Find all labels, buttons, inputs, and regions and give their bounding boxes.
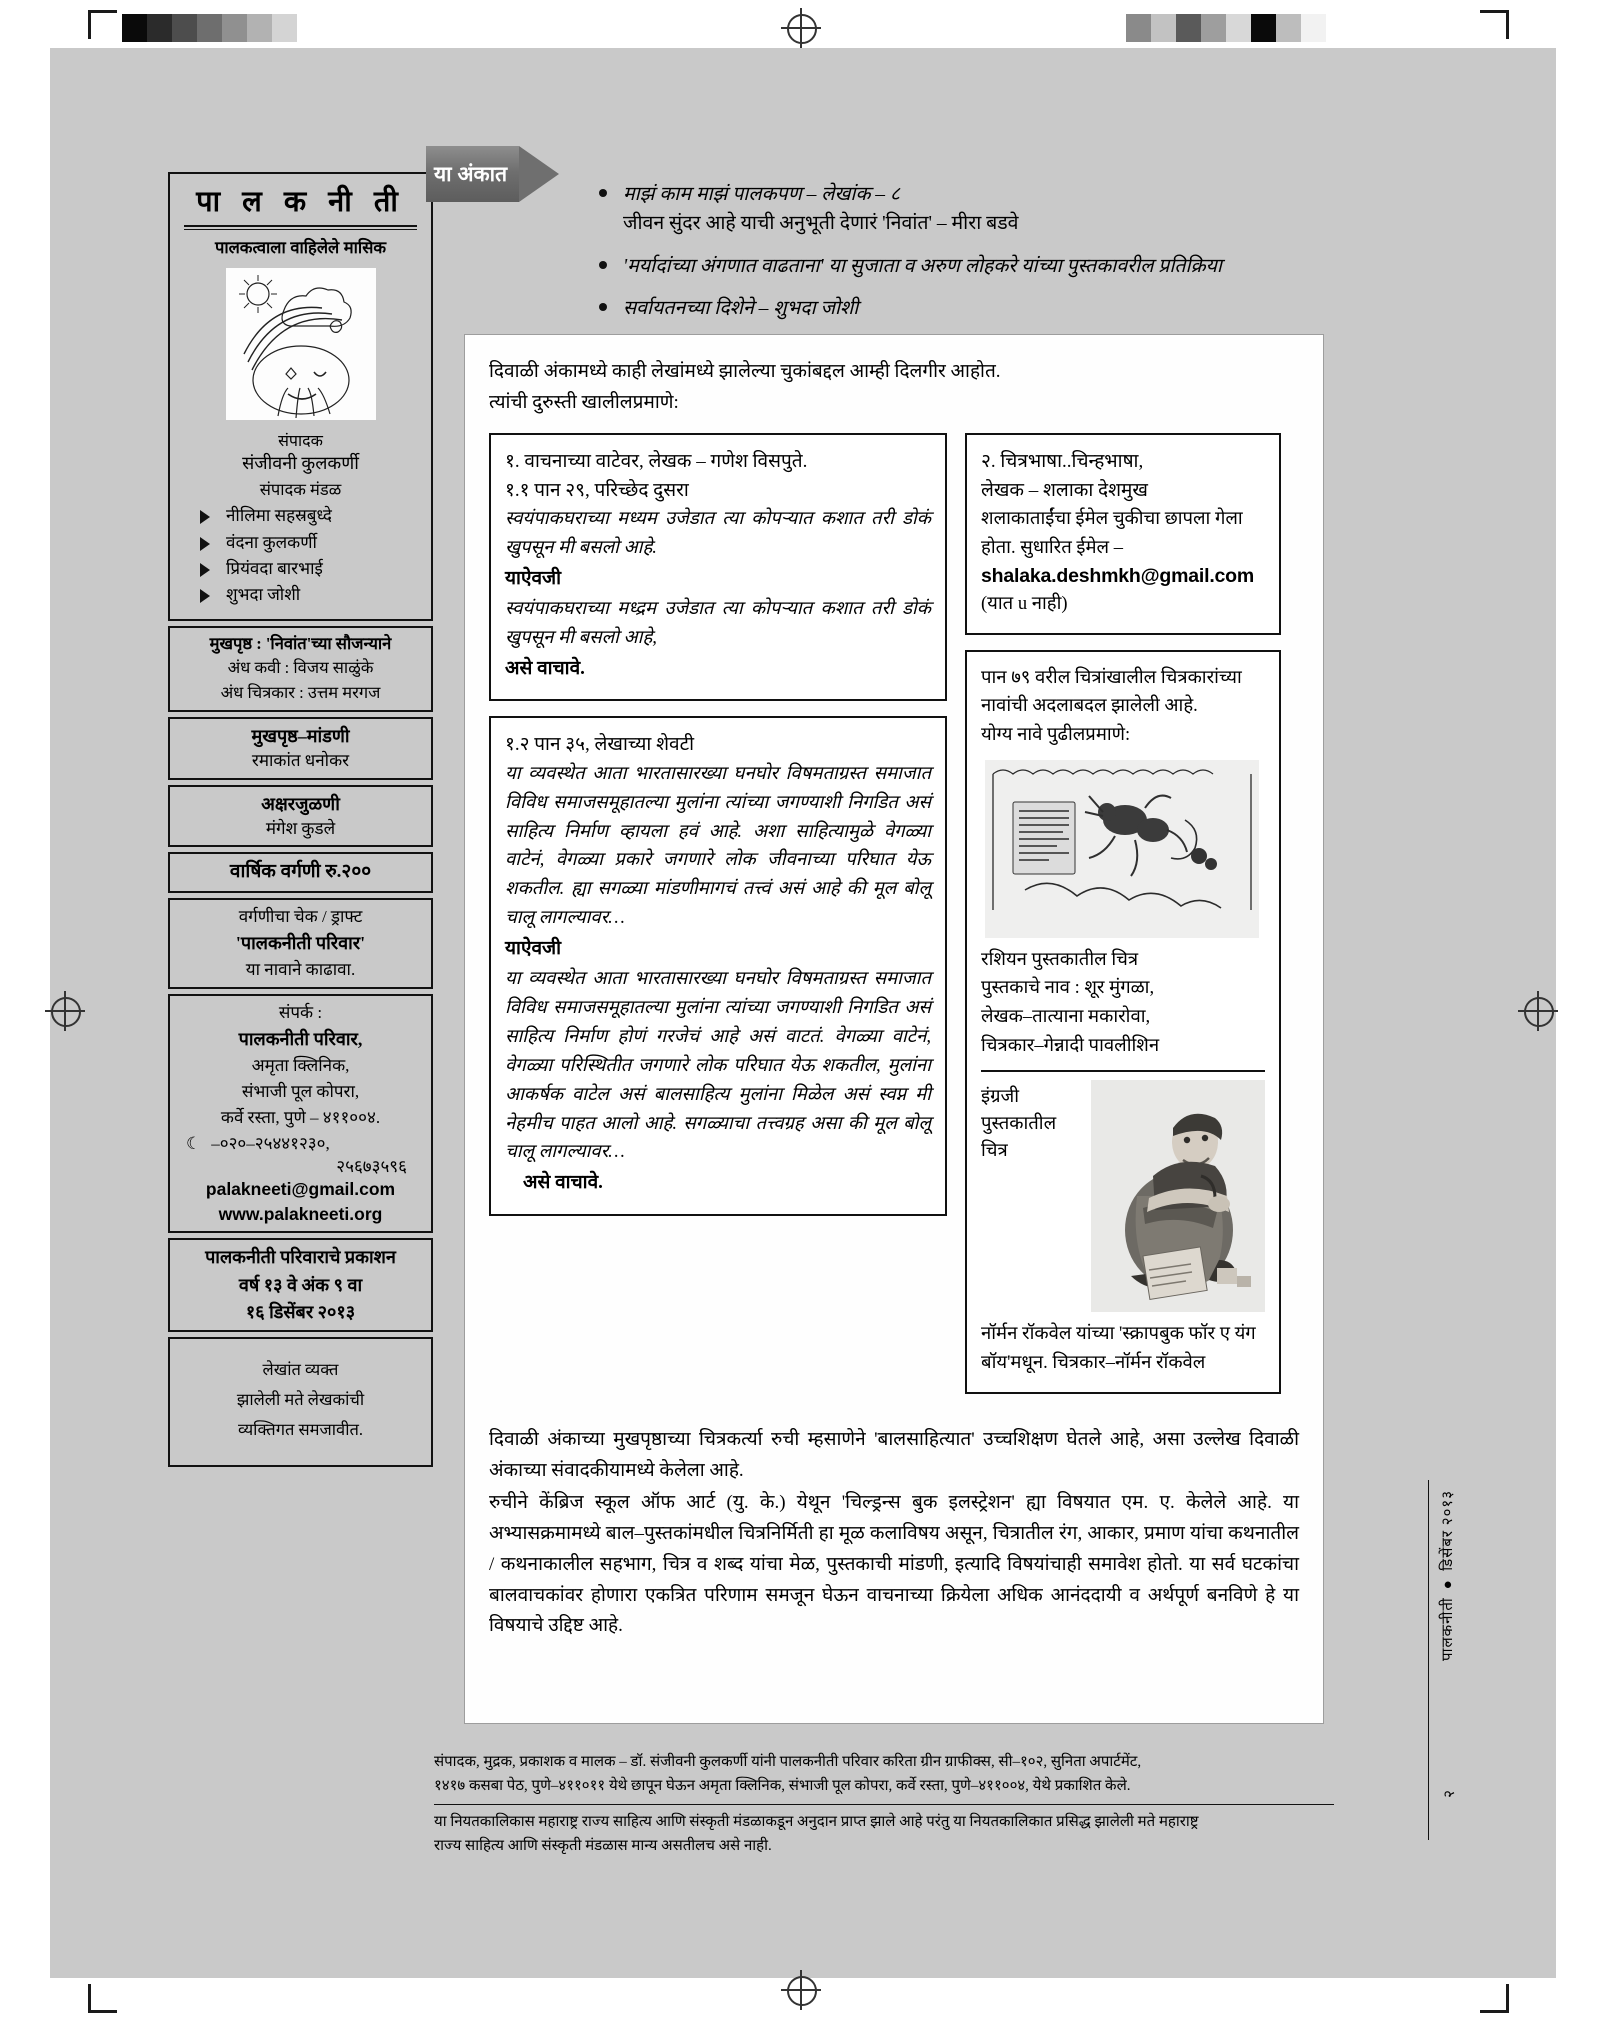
rockwell-illustration-image <box>1091 1080 1265 1312</box>
typesetting-name: मंगेश कुडले <box>265 818 336 838</box>
correction-1-title: १. वाचनाच्या वाटेवर, लेखक – गणेश विसपुते. <box>505 450 808 472</box>
english-label-line-3: चित्र <box>981 1141 1008 1162</box>
illustration-credits-box <box>965 650 1281 1394</box>
cover-design-name: रमाकांत धनोकर <box>251 751 350 771</box>
russian-illustration-art <box>985 760 1259 938</box>
correction-box-1 <box>489 433 947 702</box>
banner-label: या अंकात <box>426 146 519 202</box>
list-item <box>196 582 423 608</box>
page-number: २ <box>1442 1790 1458 1798</box>
russian-caption-line-3: लेखक–तात्याना मकारोवा, <box>981 1007 1151 1028</box>
disclaimer-line-2: झालेली मते लेखकांची <box>236 1390 365 1410</box>
editorial-board-list <box>178 503 423 608</box>
imprint-line-4: राज्य साहित्य आणि संस्कृती मंडळास मान्य असतीलच असे नाही. <box>434 1837 772 1854</box>
corrections-panel <box>464 334 1324 1724</box>
correction-2-corrected-text: या व्यवस्थेत आता भारतासारख्या घनघोर विषमताग्रस्त समाजात विविध समाजसमूहातल्या मुलांना त्यांच्या जगण्याशी निगडित असं साहित्य निर्माण होणं गरजेचं आहे असं वाटतं. वेगळ्या वाटेनं, वेगळ्या परिस्थितीत जगणारे लोक परिघात येऊ शकतील, मुलांना आकर्षक वाटेल असं बालसाहित्य मुलांना मिळेल असं स्वप्न मी नेहमीच पाहत आलो आहे. सगळ्याचा तत्त्वग्रह असा की मूल बोलू चालू लागल्यावर… <box>505 969 931 1163</box>
annual-subscription: वार्षिक वर्गणी रु.२०० <box>229 861 372 883</box>
blind-painter-credit: अंध चित्रकार : उत्तम मरगज <box>220 683 381 703</box>
imprint-divider <box>434 1804 1334 1805</box>
cover-design-label: मुखपृष्ठ–मांडणी <box>251 725 350 746</box>
russian-caption-line-1: रशियन पुस्तकातील चित्र <box>981 949 1139 970</box>
corrections-left-column <box>489 433 947 1409</box>
editor-name: संजीवनी कुलकर्णी <box>242 453 359 474</box>
imprint-line-1: संपादक, मुद्रक, प्रकाशक व मालक – डॉ. संजीवनी कुलकर्णी यांनी पालकनीती परिवार करिता ग्रीन ग्राफीक्स, सी–१०२, सुनिता अपार्टमेंट, <box>434 1754 1142 1770</box>
disclaimer-line-3: व्यक्तिगत समजावीत. <box>237 1419 364 1439</box>
bullet-icon <box>599 189 607 197</box>
illustration-note-line-2: नावांची अदलाबदल झालेली आहे. <box>981 696 1198 717</box>
list-item[interactable] <box>597 252 1317 281</box>
russian-book-illustration-image <box>985 760 1259 938</box>
arrow-right-icon <box>519 146 559 202</box>
imprint-line-3: या नियतकालिकास महाराष्ट्र राज्य साहित्य आणि संस्कृती मंडळाकडून अनुदान प्राप्त झाले आहे परंतु या नियतकालिकात प्रसिद्ध झालेली मते महाराष्ट्र <box>434 1813 1199 1830</box>
contact-label: संपर्क : <box>278 1002 323 1022</box>
sun-cloud-rainbow-tree-icon <box>226 268 376 420</box>
correction-box-2 <box>489 716 947 1215</box>
contact-address-1: अमृता क्लिनिक, <box>251 1056 350 1076</box>
title-rule-bottom <box>184 229 417 230</box>
contact-organisation: पालकनीती परिवार, <box>238 1028 363 1049</box>
correction-3-body-line-1: शलाकाताईंचा ईमेल चुकीचा छापला गेला <box>981 509 1243 530</box>
corrected-email-address[interactable]: shalaka.deshmkh@gmail.com <box>981 564 1255 587</box>
cheque-line-1: वर्गणीचा चेक / ड्राफ्ट <box>238 906 363 926</box>
triangle-bullet-icon <box>200 589 210 603</box>
issue-contents-banner <box>426 146 559 202</box>
corrections-intro-line-1: दिवाळी अंकामध्ये काही लेखांमध्ये झालेल्या चुकांबद्दल आम्ही दिलगीर आहोत. <box>489 361 1001 382</box>
board-member-name: नीलिमा सहस्रबुध्दे <box>226 506 332 526</box>
contact-box <box>168 994 433 1233</box>
bullet-icon <box>599 261 607 269</box>
phone-number-1: –०२०–२५४४१२३०, <box>211 1133 330 1153</box>
correction-3-title: २. चित्रभाषा..चिन्हभाषा, <box>981 450 1144 472</box>
toc-entry-subtitle: जीवन सुंदर आहे याची अनुभूती देणारं 'निवांत' – मीरा बडवे <box>623 213 1019 235</box>
phone-row <box>176 1131 425 1154</box>
closing-paragraphs <box>489 1425 1299 1642</box>
triangle-bullet-icon <box>200 510 210 524</box>
imprint-line-2: १४१७ कसबा पेठ, पुणे–४११०११ येथे छापून घेऊन अमृता क्लिनिक, संभाजी पूल कोपरा, कर्वे रस्ता, पुणे–४११००४, येथे प्रकाशित केले. <box>434 1778 1131 1795</box>
english-illustration-label <box>981 1080 1085 1164</box>
corrections-columns <box>489 433 1299 1409</box>
correction-2-read-label: असे वाचावे. <box>523 1172 603 1194</box>
bullet-icon <box>599 303 607 311</box>
list-item <box>196 530 423 556</box>
correction-1-corrected-text: स्वयंपाकघराच्या मध्द्रम उजेडात त्या कोपऱ्यात कशात तरी डोकं खुपसून मी बसलो आहे, <box>505 599 931 649</box>
cover-design-box <box>168 717 433 780</box>
triangle-bullet-icon <box>200 537 210 551</box>
contact-address-2: संभाजी पूल कोपरा, <box>241 1081 360 1101</box>
typesetting-label: अक्षरजुळणी <box>261 793 340 814</box>
publication-date: १६ डिसेंबर २०१३ <box>245 1302 356 1323</box>
divider-rule <box>981 1070 1265 1072</box>
toc-entry-title: सर्वायतनच्या दिशेने – शुभदा जोशी <box>623 297 859 319</box>
english-illustration-row <box>981 1080 1265 1312</box>
masthead-box <box>168 172 433 621</box>
list-item <box>196 556 423 582</box>
board-member-name: वंदना कुलकर्णी <box>226 532 317 552</box>
subscription-box <box>168 852 433 893</box>
board-member-name: शुभदा जोशी <box>226 585 301 605</box>
correction-2-instead-label: याऐेवजी <box>505 938 562 960</box>
russian-caption-line-4: चित्रकार–गेन्नादी पावलीशिन <box>981 1035 1160 1056</box>
imprint-footer <box>434 1750 1334 1858</box>
rockwell-caption: नॉर्मन रॉकवेल यांच्या 'स्क्रापबुक फॉर ए यंग बॉय'मधून. चित्रकार–नॉर्मन रॉकवेल <box>981 1324 1256 1374</box>
title-rule-top <box>184 225 417 227</box>
website-url[interactable]: www.palakneeti.org <box>218 1204 383 1224</box>
publisher-volume-issue: वर्ष १३ वे अंक ९ वा <box>238 1274 363 1295</box>
publication-info-box <box>168 1238 433 1332</box>
spine-divider-rule <box>1428 1480 1429 1840</box>
russian-caption-line-2: पुस्तकाचे नाव : शूर मुंगळा, <box>981 978 1155 999</box>
english-label-line-1: इंग्रजी <box>981 1087 1020 1108</box>
illustration-note-line-1: पान ७९ वरील चित्रांखालील चित्रकारांच्या <box>981 667 1242 688</box>
english-label-line-2: पुस्तकातील <box>981 1114 1057 1135</box>
magazine-tagline: पालकत्वाला वाहिलेले मासिक <box>214 239 387 258</box>
correction-1-original-text: स्वयंपाकघराच्या मध्यम उजेडात त्या कोपऱ्यात कशात तरी डोकं खुपसून मी बसलो आहे. <box>505 509 931 559</box>
telephone-icon: ☾ <box>186 1133 202 1153</box>
contact-address-3: कर्वे रस्ता, पुणे – ४११००४. <box>220 1107 381 1127</box>
editorial-board-label: संपादक मंडळ <box>259 480 342 500</box>
list-item <box>196 503 423 529</box>
correction-2-original-text: या व्यवस्थेत आता भारतासारख्या घनघोर विषमताग्रस्त समाजात विविध समाजसमूहातल्या मुलांना त्यांच्या जगण्याशी निगडित असं साहित्य निर्माण व्हायला हवं आहे. अशा साहित्यामुळे वेगळ्या वाटेनं, वेगळ्या प्रकारे जगणारे लोक जीवनाच्या परिघात येऊ शकतील. ह्या सगळ्या मांडणीमागचं तत्त्वं असं आहे की मूल बोलू चालू लागल्यावर… <box>505 763 931 929</box>
toc-entry-title: 'मर्यादांच्या अंगणात वाढताना' या सुजाता व अरुण लोहकरे यांच्या पुस्तकावरील प्रतिक्रिया <box>623 255 1222 277</box>
cover-credit: मुखपृष्ठ : 'निवांत'च्या सौजन्याने <box>209 633 392 653</box>
email-address[interactable]: palakneeti@gmail.com <box>205 1178 396 1199</box>
disclaimer-line-1: लेखांत व्यक्त <box>262 1360 339 1380</box>
spine-running-head <box>1438 1490 1468 1820</box>
correction-3-author: लेखक – शलाका देशमुख <box>981 479 1148 501</box>
rockwell-boy-drawing-art <box>1091 1080 1265 1312</box>
correction-2-title: १.२ पान ३५, लेखाच्या शेवटी <box>505 734 695 756</box>
cheque-line-3: या नावाने काढावा. <box>245 960 356 980</box>
correction-1-subtitle: १.१ पान २९, परिच्छेद दुसरा <box>505 479 689 501</box>
correction-3-note: (यात u नाही) <box>981 594 1068 615</box>
disclaimer-text <box>178 1345 423 1458</box>
closing-paragraph-1: दिवाळी अंकाच्या मुखपृष्ठाच्या चित्रकर्त्या रुची म्हसाणेने 'बालसाहित्यात' उच्चशिक्षण घेतले आहे, असा उल्लेख दिवाळी अंकाच्या संवादकीयामध्ये केलेला आहे. <box>489 1428 1299 1481</box>
toc-entry-title: माझं काम माझं पालकपण – लेखांक – ८ <box>623 184 901 205</box>
cheque-payee: 'पालकनीती परिवार' <box>235 932 366 953</box>
triangle-bullet-icon <box>200 563 210 577</box>
correction-box-3 <box>965 433 1281 635</box>
magazine-title: पा ल क नी ती <box>196 186 405 218</box>
running-head-text: पालकनीती ● डिसेंबर २०१३ <box>1440 1490 1456 1661</box>
correction-3-body-line-2: होता. सुधारित ईमेल – <box>981 538 1123 559</box>
disclaimer-box <box>168 1337 433 1466</box>
typesetting-box <box>168 785 433 848</box>
illustration-note-line-3: योग्य नावे पुढीलप्रमाणे: <box>981 725 1131 746</box>
blind-poet-credit: अंध कवी : विजय साळुंके <box>227 658 374 678</box>
list-item[interactable] <box>597 294 1317 323</box>
correction-1-read-label: असे वाचावे. <box>505 658 585 680</box>
cover-credits-box <box>168 626 433 712</box>
editor-label: संपादक <box>278 433 323 451</box>
masthead-sidebar <box>168 172 433 1472</box>
cheque-instructions-box <box>168 898 433 989</box>
board-member-name: प्रियंवदा बारभाई <box>226 559 323 579</box>
list-item[interactable] <box>597 180 1317 239</box>
closing-paragraph-2: रुचीने केंब्रिज स्कूल ऑफ आर्ट (यु. के.) येथून 'चिल्ड्रन्स बुक इलस्ट्रेशन' ह्या विषयात एम. ए. केलेले आहे. या अभ्यासक्रमामध्ये बाल–पुस्तकांमधील चित्रनिर्मिती हा मूळ कलाविषय असून, चित्रातील रंग, आकार, प्रमाण यांचा कथनातील / कथनाकालील सहभाग, चित्र व शब्द यांचा मेळ, पुस्तकाची मांडणी, इत्यादि विषयांचाही समावेश होतो. या सर्व घटकांचा बालवाचकांवर होणारा एकत्रित परिणाम समजून घेऊन वाचनाच्या क्रियेला अधिक आनंददायी व अर्थपूर्ण बनविणे हे या विषयाचे उद्दिष्ट आहे. <box>489 1492 1299 1637</box>
corrections-intro-line-2: त्यांची दुरुस्ती खालीलप्रमाणे: <box>489 391 679 413</box>
table-of-contents <box>597 180 1317 336</box>
publisher-line-1: पालकनीती परिवाराचे प्रकाशन <box>205 1247 396 1268</box>
magazine-logo-illustration <box>226 268 376 420</box>
correction-1-instead-label: याऐेवजी <box>505 568 562 590</box>
corrections-right-column <box>965 433 1281 1409</box>
phone-number-2: २५६७३५९६ <box>336 1156 407 1176</box>
